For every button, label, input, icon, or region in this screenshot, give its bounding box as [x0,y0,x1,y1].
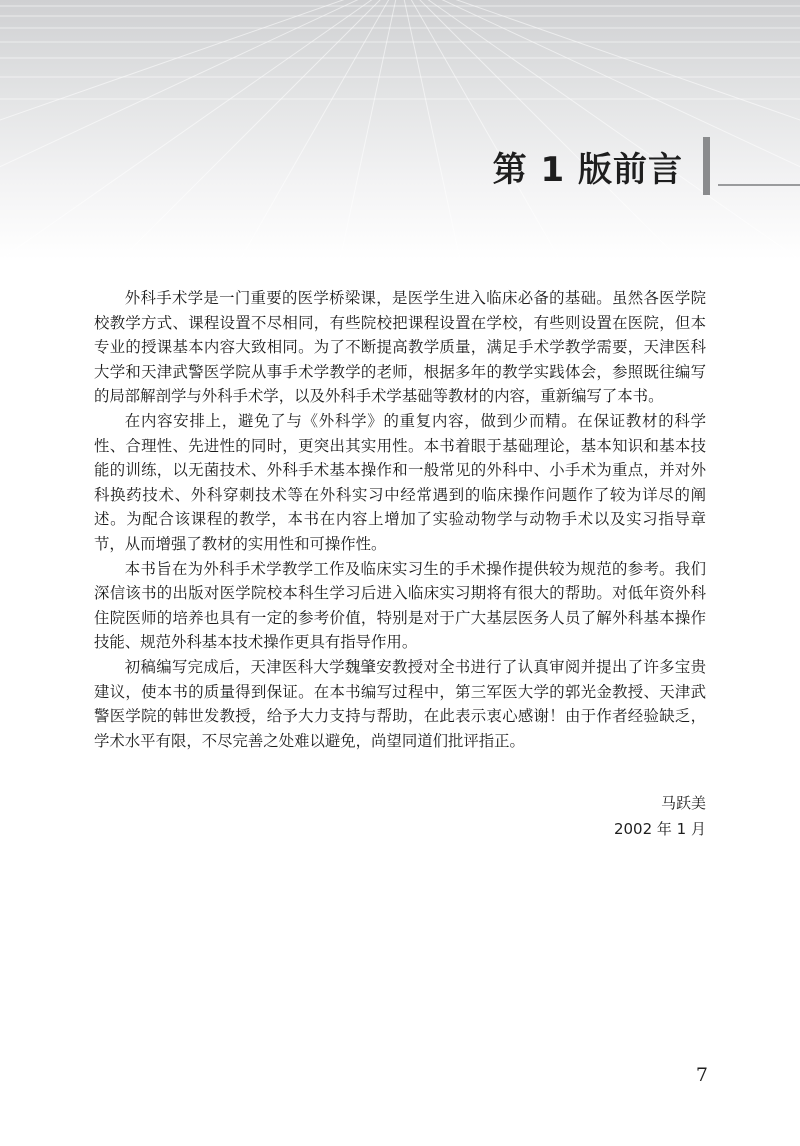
preface-body [94,286,706,753]
paragraph: 在内容安排上，避免了与《外科学》的重复内容，做到少而精。在保证教材的科学性、合理性、先进性的同时，更突出其实用性。本书着眼于基础理论，基本知识和基本技能的训练，以无菌技术、外科手术基本操作和一般常见的外科中、小手术为重点，并对外科换药技术、外科穿刺技术等在外科实习中经常遇到的临床操作问题作了较为详尽的阐述。为配合该课程的教学，本书在内容上增加了实验动物学与动物手术以及实习指导章节，从而增强了教材的实用性和可操作性。 [94,411,706,553]
page-number: 7 [695,1064,708,1086]
title-accent-bar [703,137,710,195]
paragraph: 外科手术学是一门重要的医学桥梁课，是医学生进入临床必备的基础。虽然各医学院校教学方式、课程设置不尽相同，有些院校把课程设置在学校，有些则设置在医院，但本专业的授课基本内容大致相同。为了不断提高教学质量，满足手术学教学需要，天津医科大学和天津武警医学院从事手术学教学的老师，根据多年的教学实践体会，参照既往编写的局部解剖学与外科手术学，以及外科手术学基础等教材的内容，重新编写了本书。 [94,289,706,406]
header-background [0,0,800,260]
title-row [493,140,800,192]
author-name: 马跃美 [660,794,706,812]
page-title: 第 1 版前言 [492,149,683,190]
title-underline-rule [718,184,800,186]
signature-block [614,790,706,842]
signature-date: 2002 年 1 月 [613,820,706,838]
paragraph: 本书旨在为外科手术学教学工作及临床实习生的手术操作提供较为规范的参考。我们深信该书的出版对医学院校本科生学习后进入临床实习期将有很大的帮助。对低年资外科住院医师的培养也具有一定的参考价值，特别是对于广大基层医务人员了解外科基本操作技能、规范外科基本技术操作更具有指导作用。 [94,559,706,652]
paragraph: 初稿编写完成后，天津医科大学魏肇安教授对全书进行了认真审阅并提出了许多宝贵建议，使本书的质量得到保证。在本书编写过程中，第三军医大学的郭光金教授、天津武警医学院的韩世发教授，给予大力支持与帮助，在此表示衷心感谢！由于作者经验缺乏，学术水平有限，不尽完善之处难以避免，尚望同道们批评指正。 [94,657,706,750]
grid-pattern-decoration [0,0,800,260]
